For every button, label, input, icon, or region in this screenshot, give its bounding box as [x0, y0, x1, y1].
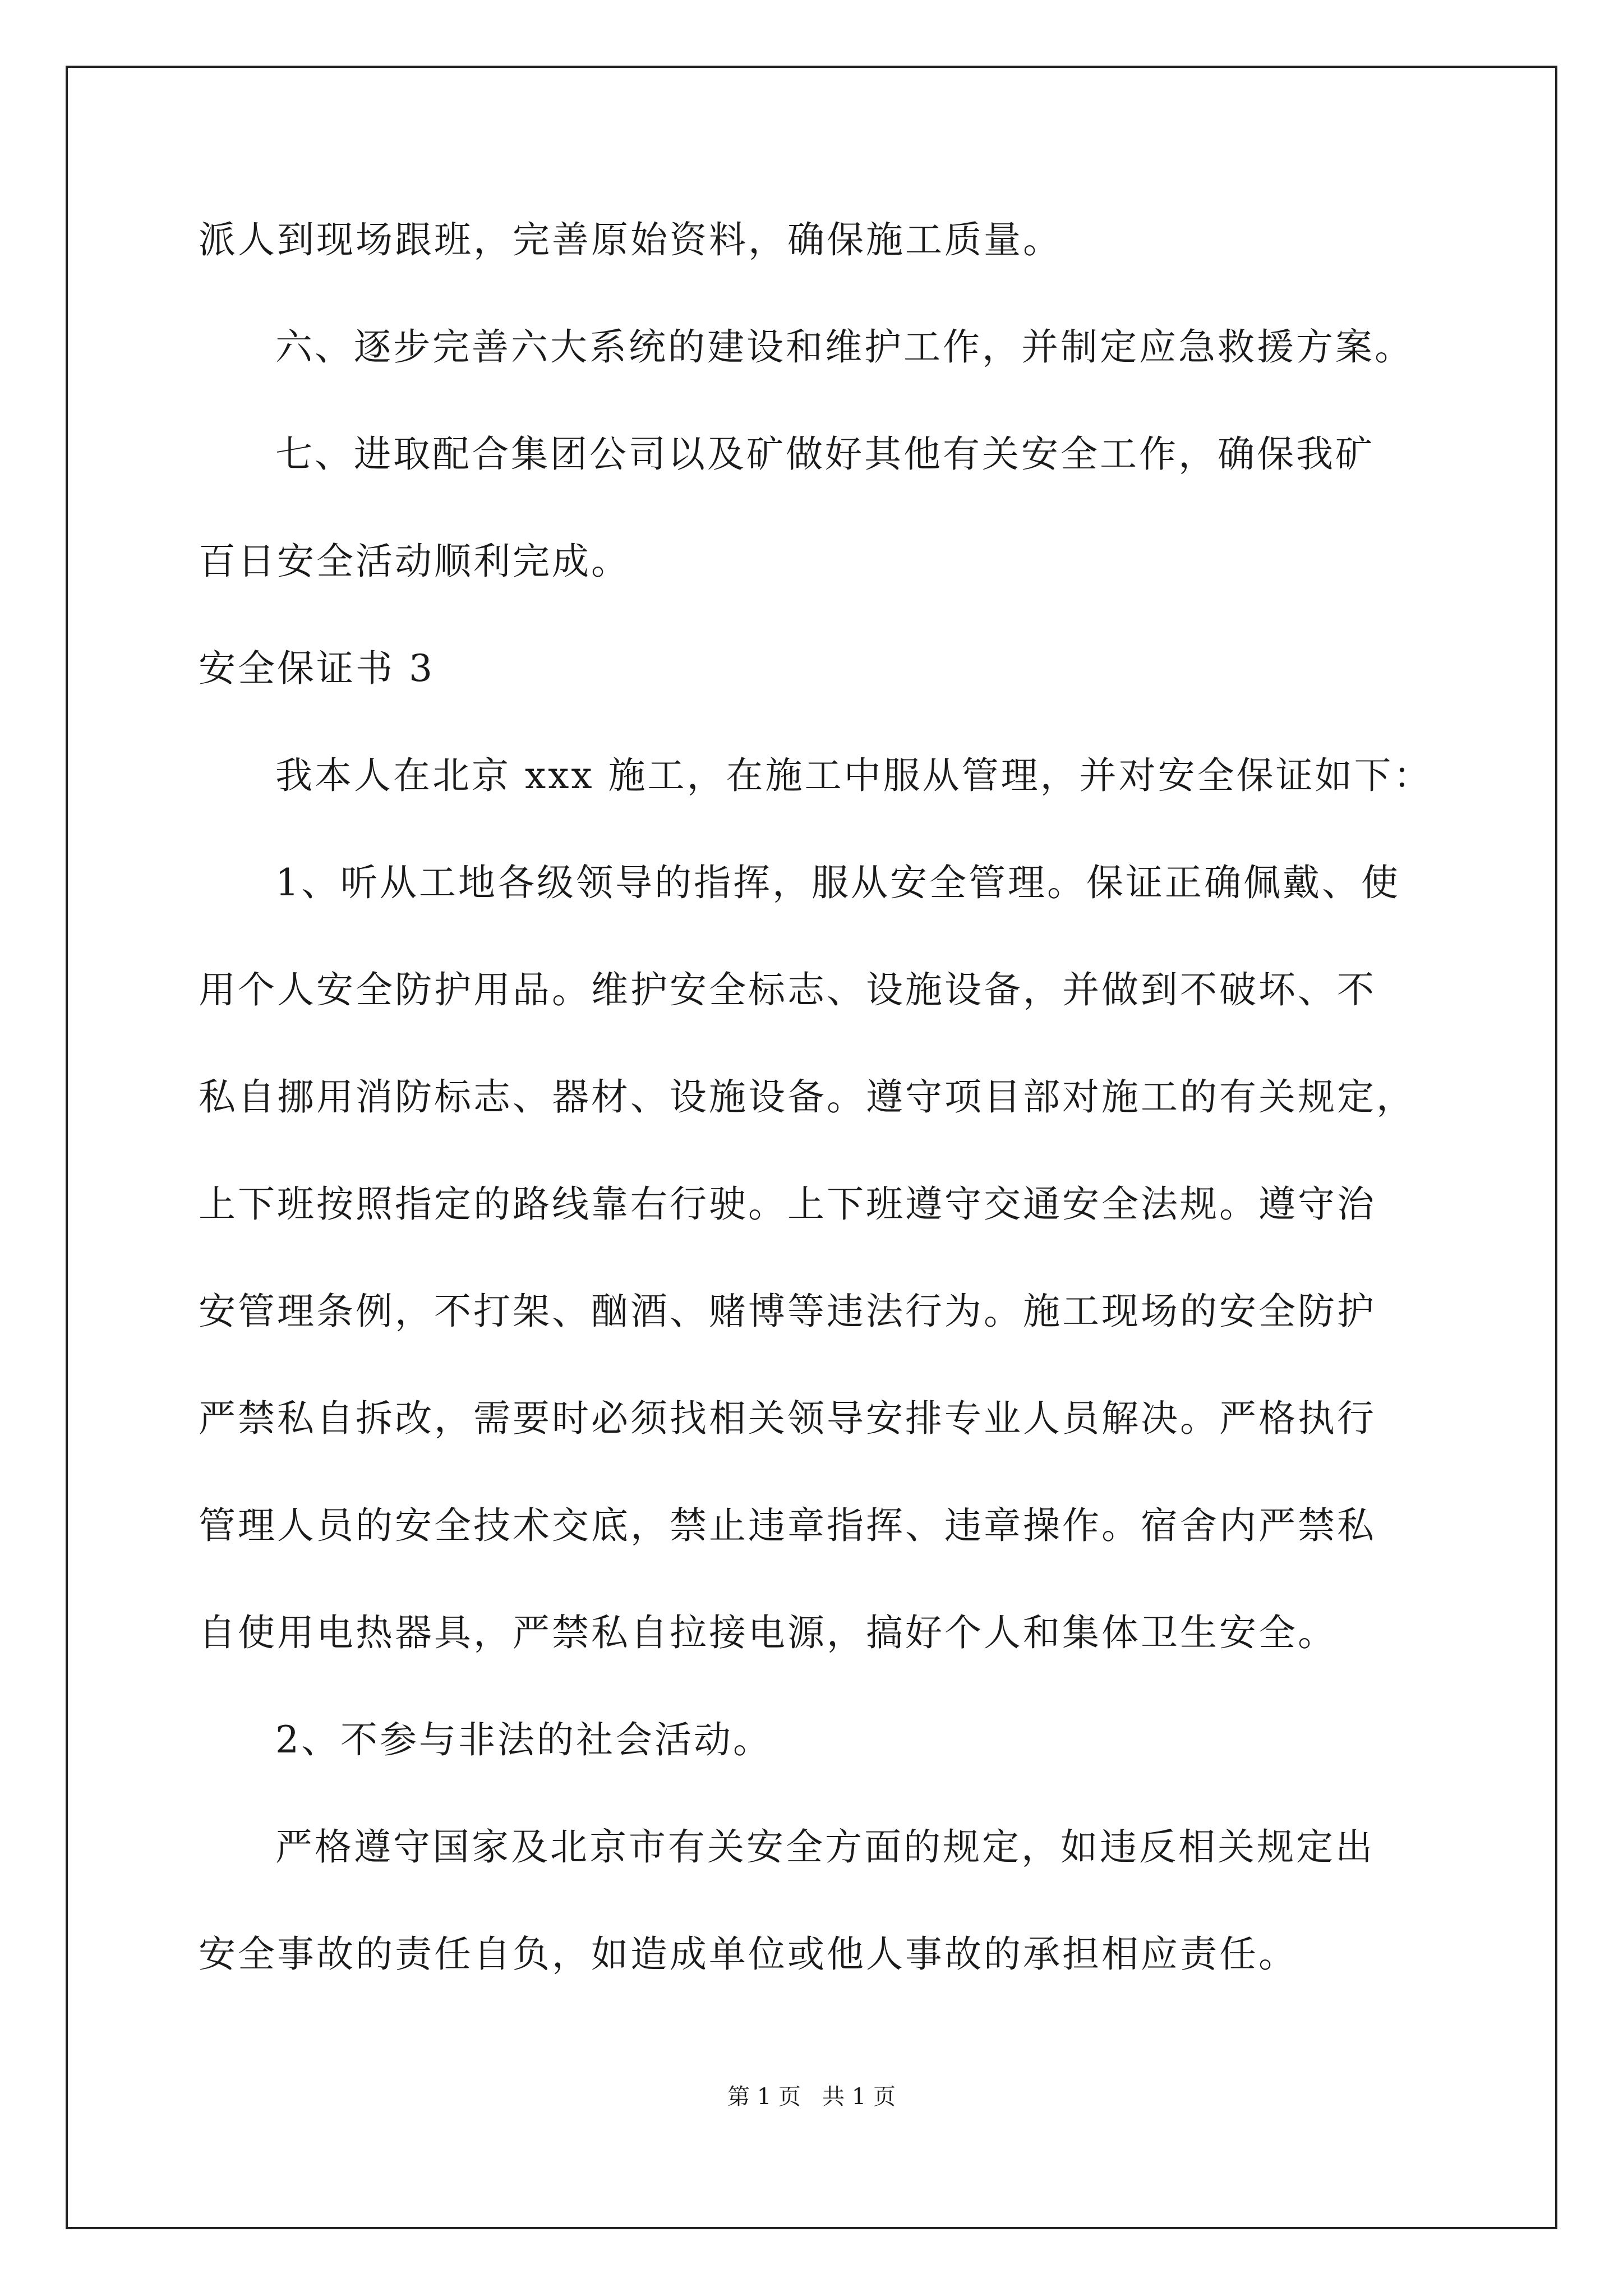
text-line: 上下班按照指定的路线靠右行驶。上下班遵守交通安全法规。遵守治 — [199, 1182, 1376, 1226]
text-line: 六、逐步完善六大系统的建设和维护工作，并制定应急救援方案。 — [275, 325, 1414, 369]
text-line: 七、进取配合集团公司以及矿做好其他有关安全工作，确保我矿 — [275, 432, 1375, 476]
text-line: 我本人在北京 xxx 施工，在施工中服从管理，并对安全保证如下： — [275, 754, 1433, 797]
text-line: 安全事故的责任自负，如造成单位或他人事故的承担相应责任。 — [199, 1932, 1298, 1976]
text-line: 百日安全活动顺利完成。 — [199, 540, 630, 583]
text-line: 严格遵守国家及北京市有关安全方面的规定，如违反相关规定出 — [275, 1825, 1375, 1869]
text-line: 1、听从工地各级领导的指挥，服从安全管理。保证正确佩戴、使 — [275, 861, 1400, 904]
document-body — [199, 213, 1433, 2035]
text-line: 安管理条例，不打架、酗酒、赌博等违法行为。施工现场的安全防护 — [199, 1290, 1376, 1333]
text-line: 严禁私自拆改，需要时必须找相关领导安排专业人员解决。严格执行 — [199, 1397, 1376, 1440]
section-heading: 安全保证书 3 — [199, 647, 435, 690]
text-line: 2、不参与非法的社会活动。 — [275, 1718, 772, 1761]
page-footer: 第 1 页 共 1 页 — [727, 2084, 896, 2110]
text-line: 用个人安全防护用品。维护安全标志、设施设备，并做到不破坏、不 — [199, 968, 1376, 1011]
text-line: 管理人员的安全技术交底，禁止违章指挥、违章操作。宿舍内严禁私 — [199, 1504, 1376, 1547]
text-line: 私自挪用消防标志、器材、设施设备。遵守项目部对施工的有关规定， — [199, 1075, 1415, 1119]
text-line: 自使用电热器具，严禁私自拉接电源，搞好个人和集体卫生安全。 — [199, 1611, 1337, 1654]
text-line: 派人到现场跟班，完善原始资料，确保施工质量。 — [199, 218, 1062, 261]
